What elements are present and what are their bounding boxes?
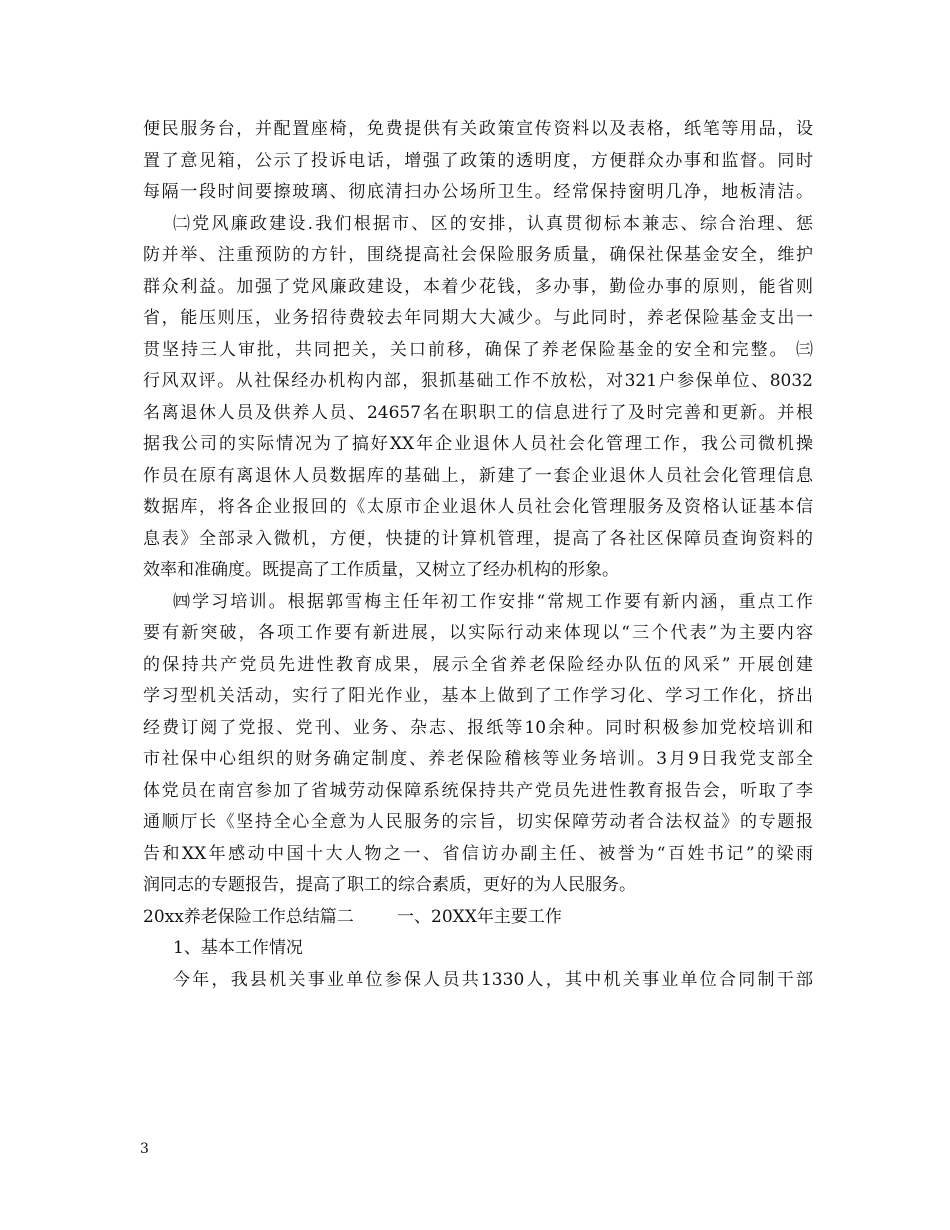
text-line: 贯坚持三人审批，共同把关，关口前移，确保了养老保险基金的安全和完整。 ㈢ xyxy=(143,339,813,360)
text-line: 名离退休人员及供养人员、24657名在职职工的信息进行了及时完善和更新。并根 xyxy=(143,402,813,423)
text-line: 学习型机关活动，实行了阳光作业，基本上做到了工作学习化、学习工作化，挤出 xyxy=(143,686,813,706)
text-line: 的保持共产党员先进性教育成果，展示全省养老保险经办队伍的风采” 开展创建 xyxy=(143,654,813,675)
paragraph-start-line: 今年，我县机关事业单位参保人员共1330人，其中机关事业单位合同制干部 xyxy=(173,969,813,990)
section-heading: 20xx养老保险工作总结篇二 一、20XX年主要工作 xyxy=(143,906,562,927)
text-line: 作员在原有离退休人员数据库的基础上，新建了一套企业退休人员社会化管理信息 xyxy=(143,465,813,486)
text-line: 便民服务台，并配置座椅，免费提供有关政策宣传资料以及表格，纸笔等用品，设 xyxy=(143,119,813,139)
paragraph-end-line: 效率和准确度。既提高了工作质量，又树立了经办机构的形象。 xyxy=(143,560,619,580)
text-line: 省，能压则压，业务招待费较去年同期大大减少。与此同时，养老保险基金支出一 xyxy=(143,308,813,328)
text-line: 要有新突破，各项工作要有新进展，以实际行动来体现以“三个代表”为主要内容 xyxy=(143,623,813,643)
text-line: 通顺厅长《坚持全心全意为人民服务的宗旨，切实保障劳动者合法权益》的专题报 xyxy=(143,812,813,832)
text-line: 经费订阅了党报、党刊、业务、杂志、报纸等10余种。同时积极参加党校培训和 xyxy=(143,717,813,738)
paragraph-start-line: ㈡党风廉政建设.我们根据市、区的安排，认真贯彻标本兼志、综合治理、惩 xyxy=(173,213,813,234)
text-line: 市社保中心组织的财务确定制度、养老保险稽核等业务培训。3月9日我党支部全 xyxy=(143,749,813,769)
text-line: 置了意见箱，公示了投诉电话，增强了政策的透明度，方便群众办事和监督。同时 xyxy=(143,150,813,171)
text-line: 行风双评。从社保经办机构内部，狠抓基础工作不放松，对321户参保单位、8032 xyxy=(143,371,813,391)
page-number: 3 xyxy=(140,1141,149,1157)
paragraph-start-line: ㈣学习培训。根据郭雪梅主任年初工作安排“常规工作要有新内涵，重点工作 xyxy=(173,591,813,612)
text-line: 告和XX年感动中国十大人物之一、省信访办副主任、被誉为“百姓书记”的梁雨 xyxy=(143,843,813,864)
paragraph-end-line: 润同志的专题报告，提高了职工的综合素质，更好的为人民服务。 xyxy=(143,875,636,895)
text-line: 群众利益。加强了党风廉政建设，本着少花钱，多办事，勤俭办事的原则，能省则 xyxy=(143,276,813,297)
text-line: 每隔一段时间要擦玻璃、彻底清扫办公场所卫生。经常保持窗明几净，地板清洁。 xyxy=(143,182,813,202)
text-line: 防并举、注重预防的方针，围绕提高社会保险服务质量，确保社保基金安全，维护 xyxy=(143,245,813,265)
text-line: 数据库，将各企业报回的《太原市企业退休人员社会化管理服务及资格认证基本信 xyxy=(143,497,813,517)
subsection-heading: 1、基本工作情况 xyxy=(173,938,303,958)
document-body xyxy=(143,114,813,996)
text-line: 体党员在南宫参加了省城劳动保障系统保持共产党员先进性教育报告会，听取了李 xyxy=(143,780,813,801)
text-line: 息表》全部录入微机，方便，快捷的计算机管理，提高了各社区保障员查询资料的 xyxy=(143,528,813,549)
text-line: 据我公司的实际情况为了搞好XX年企业退休人员社会化管理工作，我公司微机操 xyxy=(143,434,813,454)
